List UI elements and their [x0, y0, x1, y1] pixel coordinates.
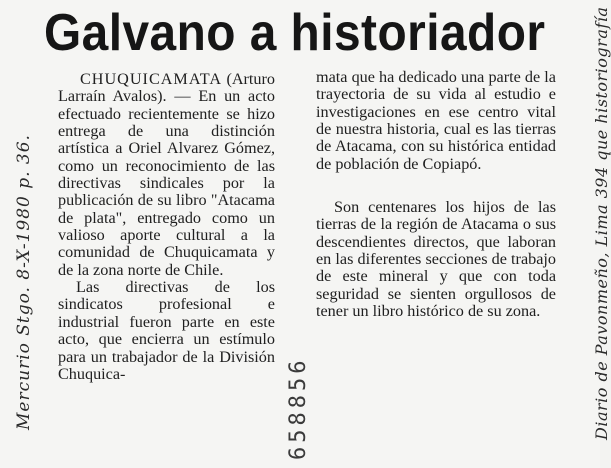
article-dateline: CHUQUICAMATA — [80, 70, 223, 88]
handwritten-margin-note: Diario de Pavonmeño, Lima 394 que historiografía — [592, 6, 611, 440]
article-paragraph: Las directivas de los sindicatos profesional e industrial fueron parte en este acto, que encierra un estímulo para un trabajador de la División Chuquica- — [58, 278, 275, 383]
archive-stamp-number: 658856 — [286, 356, 311, 460]
article-paragraph — [58, 71, 275, 279]
article-paragraph-text: (Arturo Larraín Avalos). — En un acto efectuado recientemente se hizo entrega de una distinción artística a Oriel Alvarez Gómez, como un reconocimiento de las directivas sindicales por la publicación de su libro "Atacama de plata", entregado como un valioso aporte cultural a la comunidad de Chuquicamata y de la zona norte de Chile. — [58, 70, 275, 279]
article-paragraph: Son centenares los hijos de las tierras de la región de Atacama o sus descendientes directos, que laboran en las diferentes secciones de trabajo de este mineral y que con toda seguridad se sienten orgullosos de tener un libro histórico de su zona. — [316, 198, 556, 321]
article-paragraph: mata que ha dedicado una parte de la trayectoria de su vida al estudio e investigaciones en ese centro vital de nuestra historia, cual es las tierras de Atacama, con su histórica entidad de población de Copiapó. — [316, 68, 556, 173]
article-right-column — [316, 69, 556, 320]
article-headline: Galvano a historiador — [44, 4, 546, 62]
handwritten-source-note: Mercurio Stgo. 8-X-1980 p. 36. — [14, 134, 34, 430]
article-left-column — [58, 71, 275, 383]
